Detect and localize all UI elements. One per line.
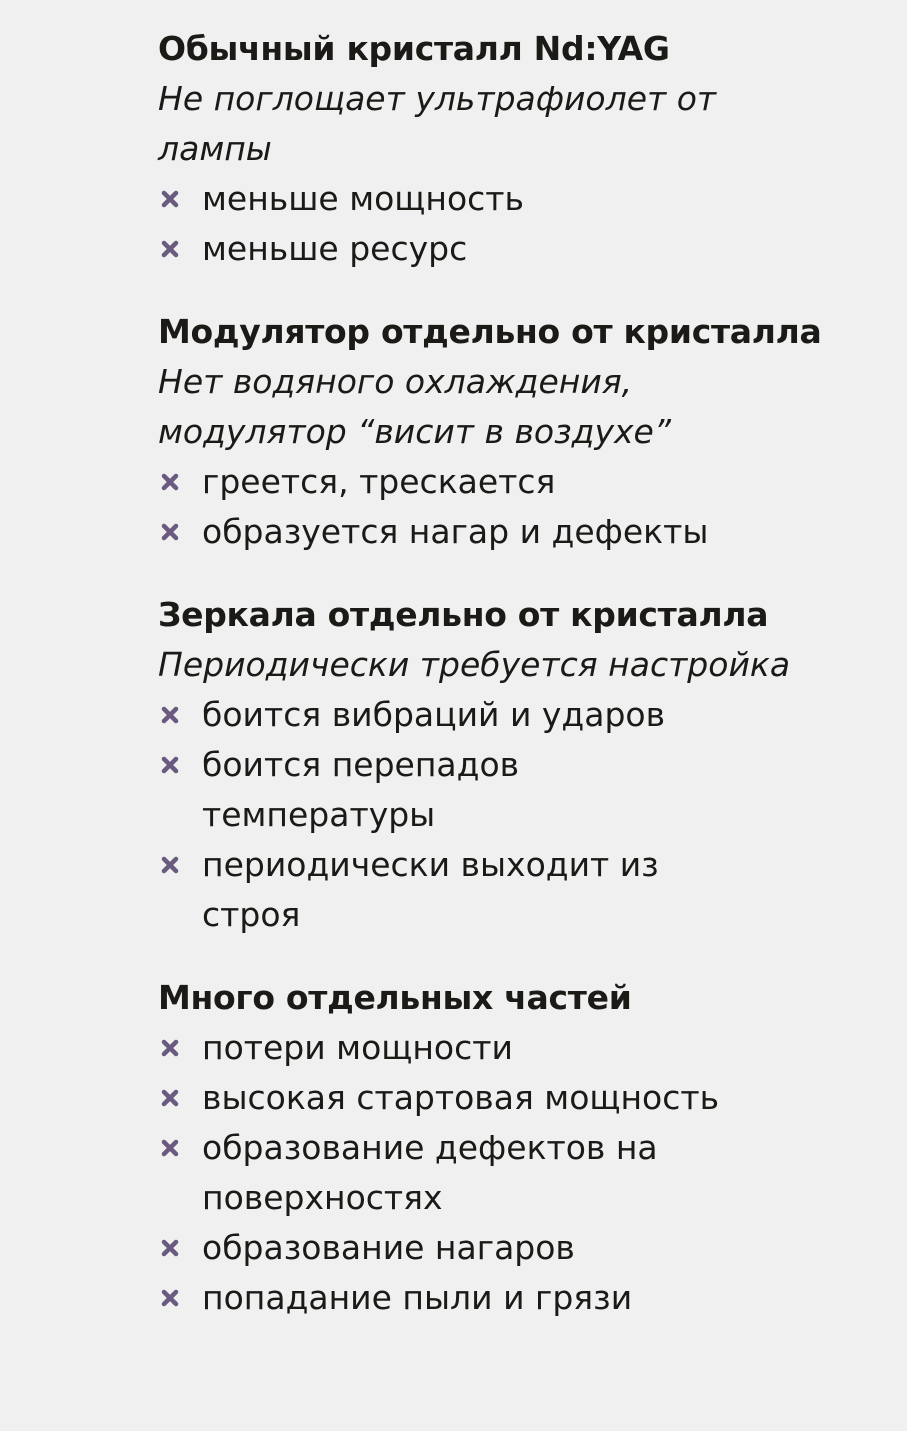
drawback-text: потери мощности — [202, 1028, 513, 1067]
drawback-list — [158, 690, 858, 940]
drawback-item — [158, 1223, 762, 1273]
x-mark-icon — [160, 705, 180, 725]
drawback-text: попадание пыли и грязи — [202, 1278, 633, 1317]
x-mark-icon — [160, 855, 180, 875]
drawback-text: боится вибраций и ударов — [202, 695, 666, 734]
x-mark-icon — [160, 1088, 180, 1108]
section-subtitle-line: лампы — [158, 129, 272, 168]
section-mirrors — [158, 590, 858, 940]
drawback-text: боится перепадов температуры — [202, 745, 520, 834]
drawback-text: высокая стартовая мощность — [202, 1078, 720, 1117]
drawback-text: образование нагаров — [202, 1228, 575, 1267]
feature-list — [158, 24, 858, 1356]
drawback-item — [158, 1073, 762, 1123]
drawback-item — [158, 740, 762, 840]
drawback-list — [158, 1023, 858, 1323]
x-mark-icon — [160, 239, 180, 259]
drawback-text: образуется нагар и дефекты — [202, 512, 709, 551]
section-subtitle-line: Периодически требуется настройка — [158, 645, 791, 684]
section-heading: Модулятор отдельно от кристалла — [158, 312, 822, 351]
section-subtitle-line: модулятор “висит в воздухе” — [158, 412, 671, 451]
drawback-text: периодически выходит из строя — [202, 845, 659, 934]
drawback-item — [158, 840, 762, 940]
section-heading: Обычный кристалл Nd:YAG — [158, 29, 670, 68]
section-ndyag-crystal — [158, 24, 858, 274]
drawback-text: меньше ресурс — [202, 229, 468, 268]
x-mark-icon — [160, 1238, 180, 1258]
drawback-item — [158, 1023, 762, 1073]
drawback-list — [158, 174, 858, 274]
section-modulator — [158, 307, 858, 557]
drawback-item — [158, 457, 762, 507]
drawback-text: образование дефектов на поверхностях — [202, 1128, 658, 1217]
x-mark-icon — [160, 1038, 180, 1058]
drawback-text: меньше мощность — [202, 179, 524, 218]
drawback-item — [158, 690, 762, 740]
drawback-item — [158, 1273, 762, 1323]
drawback-item — [158, 1123, 762, 1223]
drawback-item — [158, 224, 762, 274]
section-many-parts — [158, 973, 858, 1323]
x-mark-icon — [160, 522, 180, 542]
section-heading: Зеркала отдельно от кристалла — [158, 595, 769, 634]
section-subtitle-line: Не поглощает ультрафиолет от — [158, 79, 717, 118]
x-mark-icon — [160, 472, 180, 492]
x-mark-icon — [160, 1138, 180, 1158]
drawback-item — [158, 507, 762, 557]
x-mark-icon — [160, 189, 180, 209]
section-subtitle-line: Нет водяного охлаждения, — [158, 362, 633, 401]
section-heading: Много отдельных частей — [158, 978, 632, 1017]
x-mark-icon — [160, 1288, 180, 1308]
drawback-item — [158, 174, 762, 224]
drawback-list — [158, 457, 858, 557]
drawback-text: греется, трескается — [202, 462, 556, 501]
x-mark-icon — [160, 755, 180, 775]
